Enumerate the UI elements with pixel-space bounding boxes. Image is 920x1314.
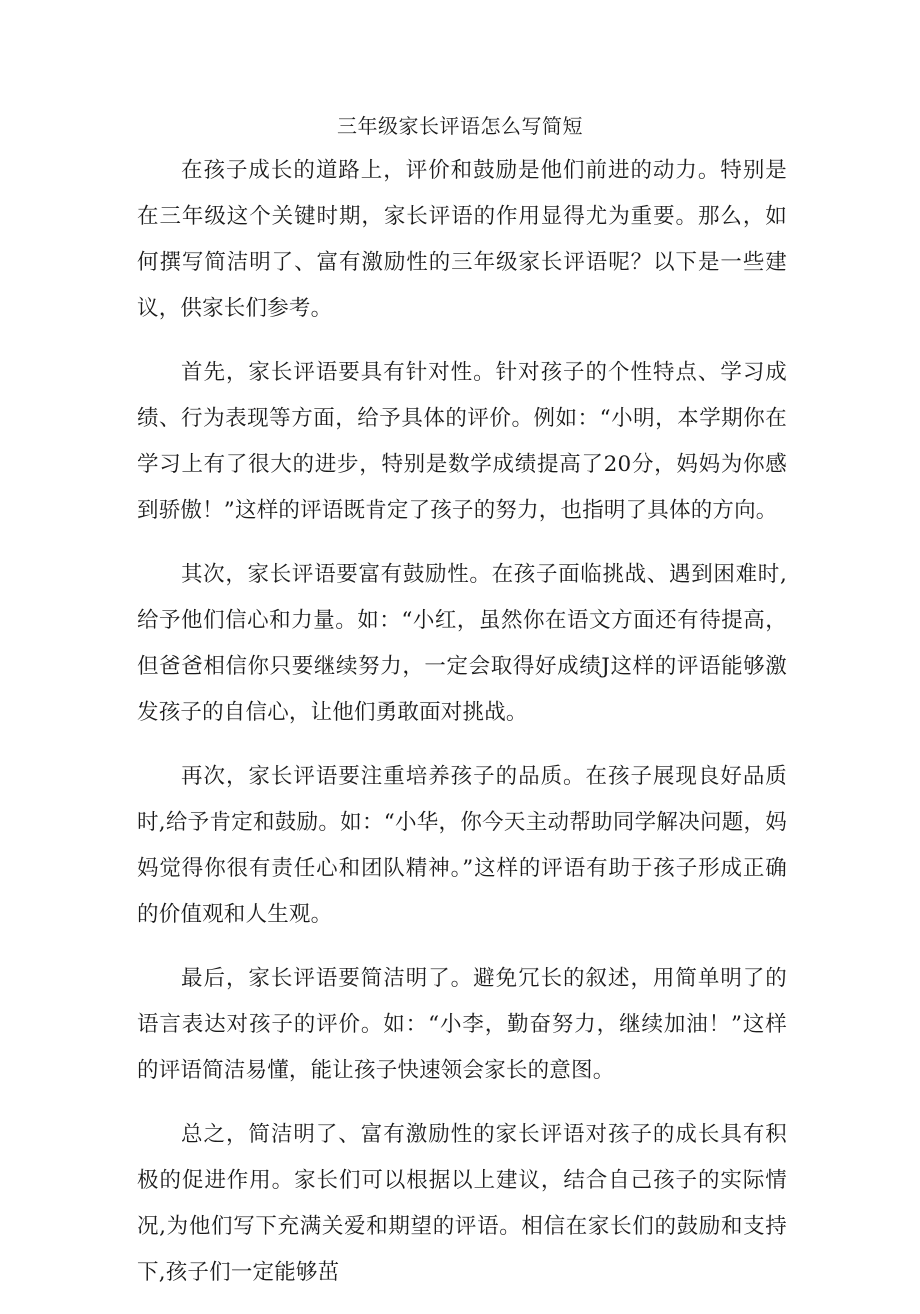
- document-body: [137, 148, 787, 1314]
- paragraph-third-point: 再次，家长评语要注重培养孩子的品质。在孩子展现良好品质时,给予肯定和鼓励。如：“小华，你今天主动帮助同学解决问题，妈妈觉得你很有责任心和团队精神。”这样的评语有助于孩子形成正确的价值观和人生观。: [137, 764, 787, 927]
- document-title: 三年级家长评语怎么写简短: [337, 114, 583, 138]
- paragraph-last-point: 最后，家长评语要简洁明了。避免冗长的叙述，用简单明了的语言表达对孩子的评价。如：“小李，勤奋努力，继续加油！”这样的评语简洁易懂，能让孩子快速领会家长的意图。: [137, 966, 787, 1083]
- paragraph-intro: 在孩子成长的道路上，评价和鼓励是他们前进的动力。特别是在三年级这个关键时期，家长评语的作用显得尤为重要。那么，如何撰写简洁明了、富有激励性的三年级家长评语呢？以下是一些建议，供家长们参考。: [137, 158, 787, 321]
- paragraph-first-point: 首先，家长评语要具有针对性。针对孩子的个性特点、学习成绩、行为表现等方面，给予具体的评价。例如：“小明，本学期你在学习上有了很大的进步，特别是数学成绩提高了20分，妈妈为你感到骄傲！”这样的评语既肯定了孩子的努力，也指明了具体的方向。: [137, 360, 787, 523]
- paragraph-conclusion: 总之，简洁明了、富有激励性的家长评语对孩子的成长具有积极的促进作用。家长们可以根据以上建议，结合自己孩子的实际情况,为他们写下充满关爱和期望的评语。相信在家长们的鼓励和支持下,孩子们一定能够茁: [137, 1122, 787, 1285]
- paragraph-second-point: 其次，家长评语要富有鼓励性。在孩子面临挑战、遇到困难时,给予他们信心和力量。如：“小红，虽然你在语文方面还有待提高，但爸爸相信你只要继续努力，一定会取得好成绩J这样的评语能够激发孩子的自信心，让他们勇敢面对挑战。: [137, 562, 787, 725]
